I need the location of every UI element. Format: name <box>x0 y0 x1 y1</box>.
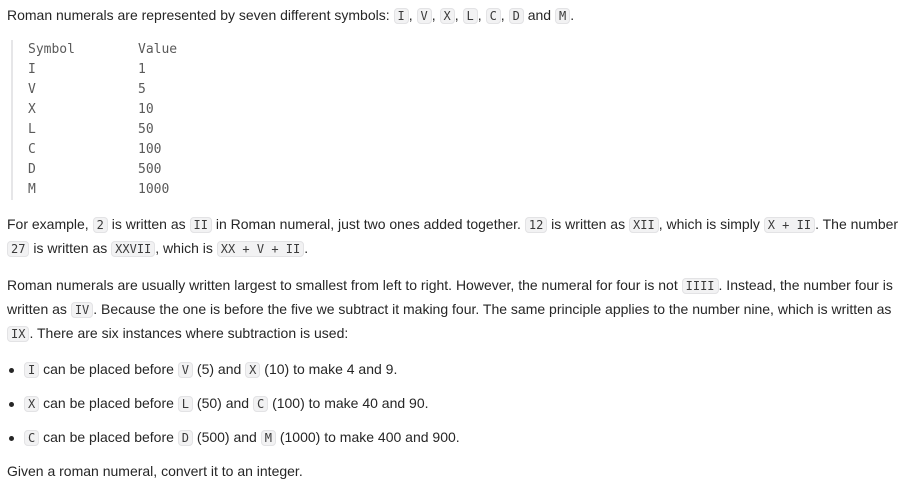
inline-code: XXVII <box>111 241 155 257</box>
inline-code: X <box>245 362 260 378</box>
row-value: 50 <box>138 122 154 137</box>
subtraction-rules-list <box>7 358 914 450</box>
table-row <box>28 80 914 100</box>
inline-code: 12 <box>525 217 547 233</box>
row-symbol: X <box>28 102 36 117</box>
subtraction-paragraph: Roman numerals are usually written largest to smallest from left to right. However, the numeral for four is not IIII . Instead, the number four is written as IV . Because the one is before the five we subtract it making four. The same principle applies to the number nine, which is written as IX . There are six instances where subtraction is used: <box>7 277 893 341</box>
code-symbol: D <box>509 8 524 24</box>
table-row <box>28 160 914 180</box>
row-value: 100 <box>138 142 162 157</box>
inline-code: I <box>24 362 39 378</box>
table-row <box>28 180 914 200</box>
example-paragraph: For example, 2 is written as II in Roman numeral, just two ones added together. 12 is written as XII , which is simply X + II . The number 27 is written as XXVII , which is XX + V + II . <box>7 216 899 256</box>
inline-code: D <box>178 430 193 446</box>
inline-code: M <box>261 430 276 446</box>
inline-code: 27 <box>7 241 29 257</box>
row-symbol: V <box>28 82 36 97</box>
inline-code: X <box>24 396 39 412</box>
table-row <box>28 60 914 80</box>
code-symbol: L <box>463 8 478 24</box>
value-header: Value <box>138 42 178 57</box>
inline-code: IV <box>71 302 93 318</box>
table-header <box>28 40 914 60</box>
list-item: X can be placed before L (50) and C (100) to make 40 and 90. <box>7 392 914 416</box>
intro-paragraph: Roman numerals are represented by seven different symbols: I , V , X , L , C , D and M . <box>7 7 575 23</box>
row-value: 5 <box>138 82 146 97</box>
inline-code: II <box>190 217 212 233</box>
code-symbol: V <box>417 8 432 24</box>
inline-code: C <box>253 396 268 412</box>
code-symbol: M <box>555 8 570 24</box>
symbol-header: Symbol <box>28 42 75 57</box>
inline-code: XII <box>629 217 659 233</box>
inline-code: L <box>178 396 193 412</box>
code-symbol: I <box>394 8 409 24</box>
list-item: I can be placed before V (5) and X (10) to make 4 and 9. <box>7 358 914 382</box>
table-row <box>28 100 914 120</box>
inline-code: XX + V + II <box>217 241 304 257</box>
inline-code: X + II <box>764 217 815 233</box>
row-symbol: L <box>28 122 36 137</box>
task-statement: Given a roman numeral, convert it to an integer. <box>7 463 303 479</box>
inline-code: C <box>24 430 39 446</box>
inline-code: IIII <box>682 278 719 294</box>
row-symbol: M <box>28 182 36 197</box>
row-value: 1 <box>138 62 146 77</box>
row-value: 1000 <box>138 182 170 197</box>
code-symbol: X <box>440 8 455 24</box>
symbol-value-table <box>11 40 914 200</box>
table-row <box>28 120 914 140</box>
row-value: 10 <box>138 102 154 117</box>
inline-code: IX <box>7 326 29 342</box>
inline-code: V <box>178 362 193 378</box>
row-symbol: I <box>28 62 36 77</box>
row-value: 500 <box>138 162 162 177</box>
row-symbol: C <box>28 142 36 157</box>
row-symbol: D <box>28 162 36 177</box>
list-item: C can be placed before D (500) and M (1000) to make 400 and 900. <box>7 426 914 450</box>
table-row <box>28 140 914 160</box>
code-symbol: C <box>486 8 501 24</box>
inline-code: 2 <box>93 217 108 233</box>
